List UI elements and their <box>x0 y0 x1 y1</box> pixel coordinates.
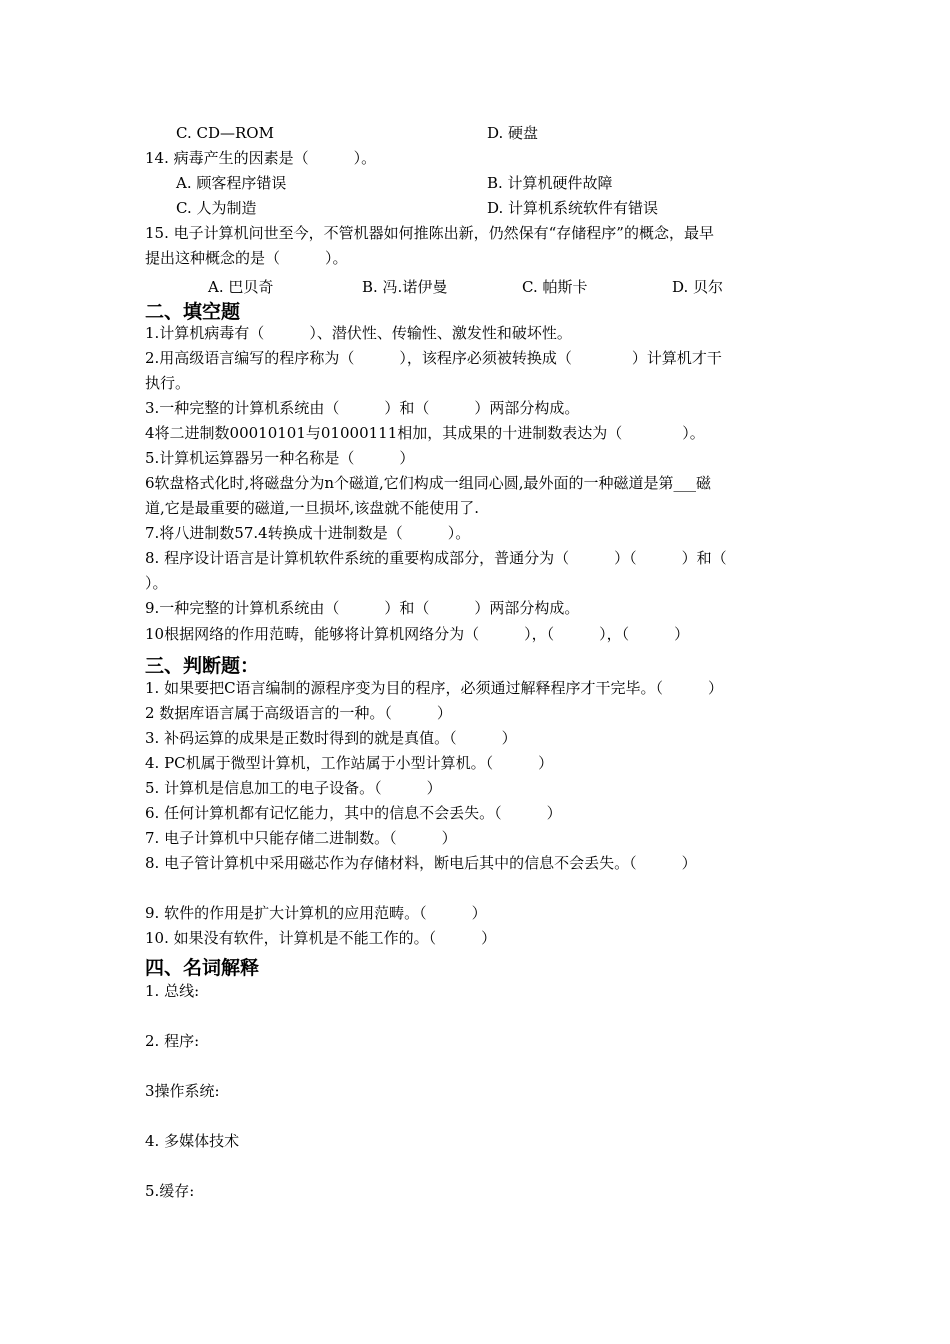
judge-q10: 10. 如果没有软件，计算机是不能工作的。（ ） <box>145 929 497 947</box>
q14-option-b: B. 计算机硬件故障 <box>487 174 613 192</box>
fill-q9: 9.一种完整的计算机系统由（ ）和（ ）两部分构成。 <box>145 599 580 617</box>
fill-q6-line2: 道,它是最重要的磁道,一旦损坏,该盘就不能使用了. <box>145 499 480 517</box>
term-4: 4. 多媒体技术 <box>145 1132 240 1150</box>
q15-stem-line1: 15. 电子计算机问世至今，不管机器如何推陈出新，仍然保有“存储程序”的概念，最早 <box>145 224 714 242</box>
q13-option-c: C. CD—ROM <box>176 124 274 142</box>
judge-q3: 3. 补码运算的成果是正数时得到的就是真值。（ ） <box>145 729 517 747</box>
fill-q7: 7.将八进制数57.4转换成十进制数是（ ）。 <box>145 524 471 542</box>
q15-option-d: D. 贝尔 <box>672 278 724 296</box>
fill-q8-line1: 8. 程序设计语言是计算机软件系统的重要构成部分，普通分为（ ）（ ）和（ <box>145 549 727 567</box>
term-5: 5.缓存: <box>145 1182 195 1200</box>
q14-option-d: D. 计算机系统软件有错误 <box>487 199 659 217</box>
section-heading-fill: 二、填空题 <box>145 301 241 323</box>
fill-q8-line2: ）。 <box>145 574 168 592</box>
fill-q3: 3.一种完整的计算机系统由（ ）和（ ）两部分构成。 <box>145 399 580 417</box>
q14-option-a: A. 顾客程序错误 <box>176 174 287 192</box>
fill-q2-line1: 2.用高级语言编写的程序称为（ ），该程序必须被转换成（ ）计算机才干 <box>145 349 722 367</box>
judge-q6: 6. 任何计算机都有记忆能力，其中的信息不会丢失。（ ） <box>145 804 562 822</box>
q15-stem-line2: 提出这种概念的是（ ）。 <box>145 249 348 267</box>
fill-q5: 5.计算机运算器另一种名称是（ ） <box>145 449 415 467</box>
judge-q5: 5. 计算机是信息加工的电子设备。（ ） <box>145 779 442 797</box>
fill-q2-line2: 执行。 <box>145 374 191 392</box>
section-heading-terms: 四、名词解释 <box>145 957 260 979</box>
judge-q2: 2 数据库语言属于高级语言的一种。（ ） <box>145 704 452 722</box>
q15-option-a: A. 巴贝奇 <box>208 278 274 296</box>
judge-q4: 4. PC机属于微型计算机，工作站属于小型计算机。（ ） <box>145 754 554 772</box>
term-2: 2. 程序: <box>145 1032 200 1050</box>
q15-option-b: B. 冯.诺伊曼 <box>362 278 448 296</box>
term-1: 1. 总线: <box>145 982 200 1000</box>
fill-q1: 1.计算机病毒有（ ）、潜伏性、传输性、激发性和破坏性。 <box>145 324 572 342</box>
term-3: 3操作系统: <box>145 1082 220 1100</box>
q15-option-c: C. 帕斯卡 <box>522 278 588 296</box>
judge-q9: 9. 软件的作用是扩大计算机的应用范畴。（ ） <box>145 904 487 922</box>
judge-q7: 7. 电子计算机中只能存储二进制数。（ ） <box>145 829 457 847</box>
section-heading-judge: 三、判断题： <box>145 655 260 677</box>
fill-q6-line1: 6软盘格式化时,将磁盘分为n个磁道,它们构成一组同心圆,最外面的一种磁道是第___磁 <box>145 474 712 492</box>
judge-q8: 8. 电子管计算机中采用磁芯作为存储材料，断电后其中的信息不会丢失。（ ） <box>145 854 697 872</box>
fill-q10: 10根据网络的作用范畴，能够将计算机网络分为（ ），（ ），（ ） <box>145 625 690 643</box>
q13-option-d: D. 硬盘 <box>487 124 539 142</box>
q14-option-c: C. 人为制造 <box>176 199 257 217</box>
q14-stem: 14. 病毒产生的因素是（ ）。 <box>145 149 377 167</box>
judge-q1: 1. 如果要把C语言编制的源程序变为目的程序，必须通过解释程序才干完毕。（ ） <box>145 679 724 697</box>
fill-q4: 4将二进制数00010101与01000111相加，其成果的十进制数表达为（ ）。 <box>145 424 705 442</box>
